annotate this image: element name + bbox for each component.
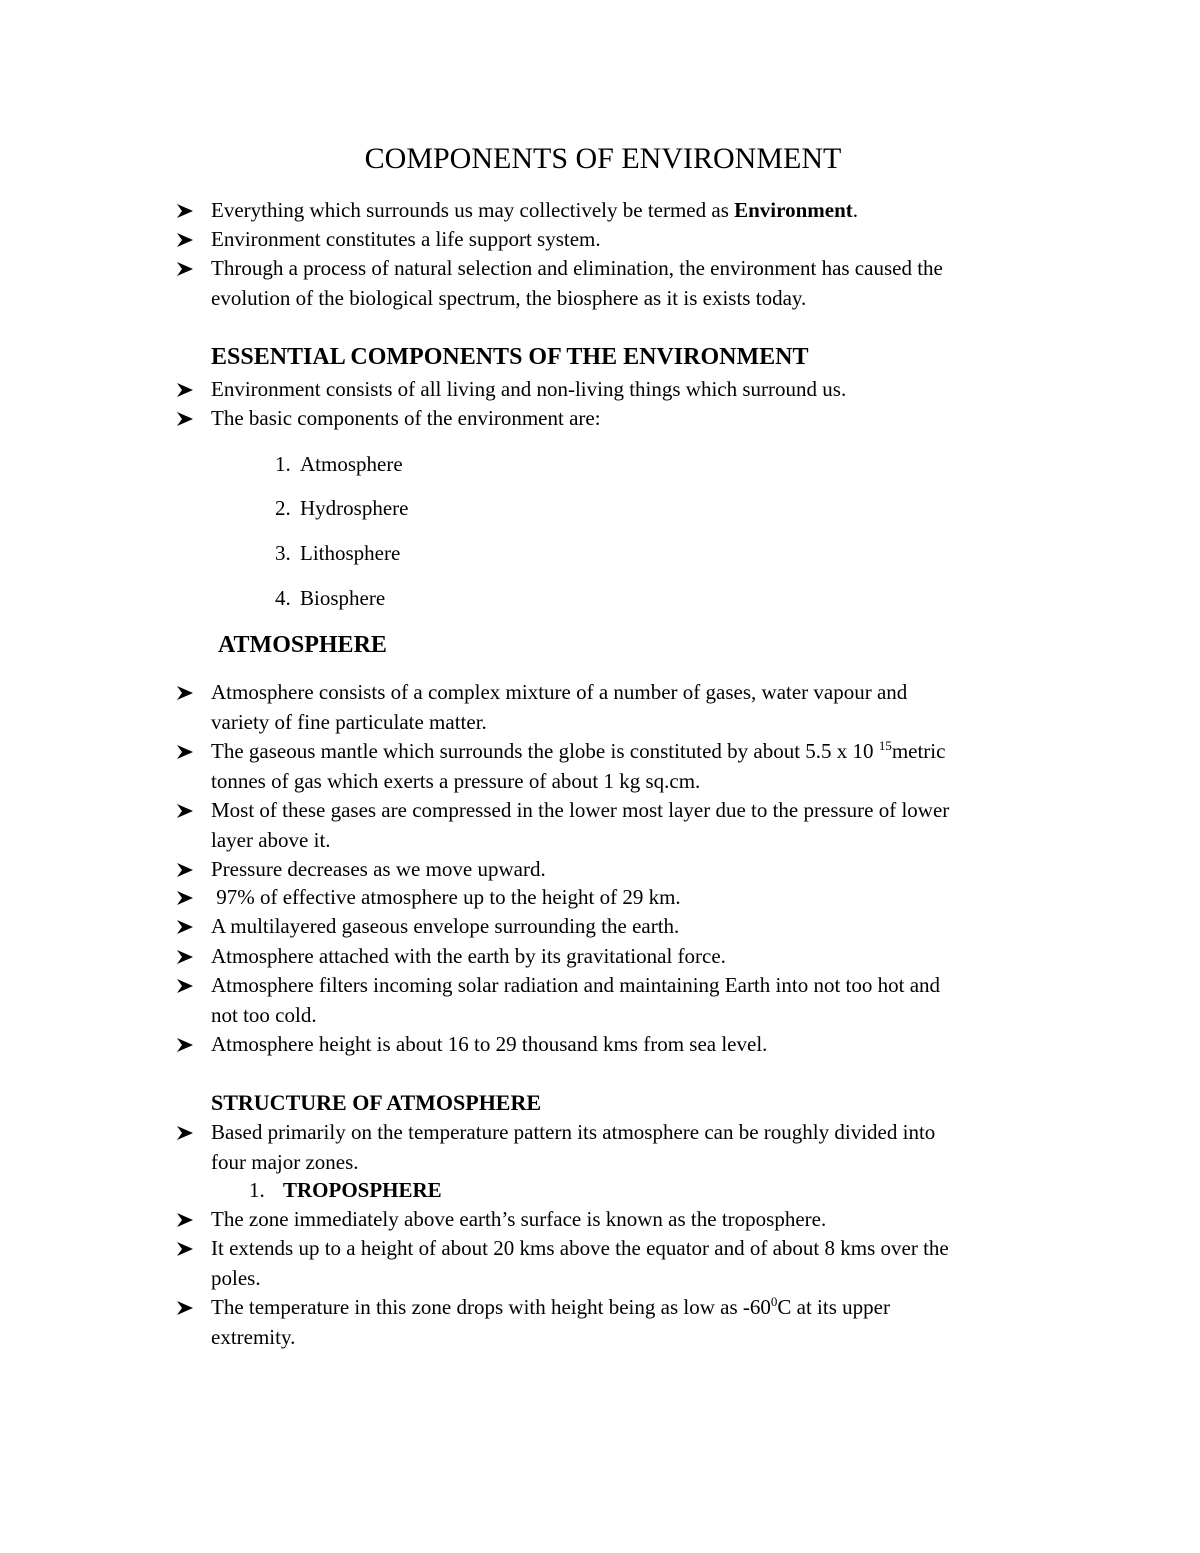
bullet-text: The zone immediately above earth’s surface is known as the troposphere. [211,1207,827,1231]
arrowhead-bullet-icon [176,979,194,993]
arrowhead-bullet-icon [176,204,194,218]
bullet-text: The gaseous mantle which surrounds the globe is constituted by about 5.5 x 10 $^{15}$metric tonnes of gas which exerts a pressure of about 1 kg sq.cm. [211,738,946,793]
bullet-text: Environment constitutes a life support system. [211,227,601,251]
arrowhead-bullet-icon [176,804,194,818]
arrowhead-bullet-icon [176,686,194,700]
section-heading-atmosphere: ATMOSPHERE [218,632,387,658]
bullet-text: A multilayered gaseous envelope surrounding the earth. [211,914,680,938]
section-heading-structure: STRUCTURE OF ATMOSPHERE [211,1090,542,1115]
bullet-text: Based primarily on the temperature pattern its atmosphere can be roughly divided into four major zones. [211,1120,936,1174]
arrowhead-bullet-icon [176,891,194,905]
bullet-text: Atmosphere consists of a complex mixture of a number of gases, water vapour and variety of fine particulate matter. [211,680,908,734]
bold-term: Environment [734,198,853,222]
arrowhead-bullet-icon [176,920,194,934]
bullet-text: Atmosphere filters incoming solar radiation and maintaining Earth into not too hot and not too cold. [211,973,941,1027]
arrowhead-bullet-icon [176,1038,194,1052]
arrowhead-bullet-icon [176,412,194,426]
section-heading-essential: ESSENTIAL COMPONENTS OF THE ENVIRONMENT [211,344,809,370]
arrowhead-bullet-icon [176,383,194,397]
arrowhead-bullet-icon [176,262,194,276]
numbered-item: 1. Atmosphere [275,452,403,476]
arrowhead-bullet-icon [176,745,194,759]
arrowhead-bullet-icon [176,863,194,877]
arrowhead-bullet-icon [176,950,194,964]
bullet-text: Environment consists of all living and non-living things which surround us. [211,377,847,401]
arrowhead-bullet-icon [176,1213,194,1227]
arrowhead-bullet-icon [176,1126,194,1140]
superscript: 15 [878,738,892,753]
superscript: 0 [770,1294,778,1309]
arrowhead-bullet-icon [176,1301,194,1315]
bullet-text: Atmosphere height is about 16 to 29 thousand kms from sea level. [211,1032,768,1056]
numbered-item: 2. Hydrosphere [275,496,409,520]
numbered-subheading: 1. TROPOSPHERE [249,1178,442,1202]
page-title: COMPONENTS OF ENVIRONMENT [364,142,842,175]
arrowhead-bullet-icon [176,1242,194,1256]
bullet-text: Pressure decreases as we move upward. [211,857,546,881]
bullet-text: Through a process of natural selection and elimination, the environment has caused the evolution of the biological spectrum, the biosphere as it is exists today. [211,256,943,310]
bullet-text: The basic components of the environment are: [211,406,601,430]
numbered-item: 4. Biosphere [275,586,386,610]
bullet-text: Everything which surrounds us may collectively be termed as Environment. [211,198,859,222]
numbered-item: 3. Lithosphere [275,541,401,565]
bullet-text: It extends up to a height of about 20 kms above the equator and of about 8 kms over the poles. [211,1236,949,1290]
bullet-text: The temperature in this zone drops with height being as low as $-60^0C$ at its upper extremity. [211,1294,890,1349]
arrowhead-bullet-icon [176,233,194,247]
bullet-text: Most of these gases are compressed in the lower most layer due to the pressure of lower layer above it. [211,798,950,852]
bullet-text: Atmosphere attached with the earth by its gravitational force. [211,944,726,968]
bullet-text: 97% of effective atmosphere up to the height of 29 km. [211,885,681,909]
